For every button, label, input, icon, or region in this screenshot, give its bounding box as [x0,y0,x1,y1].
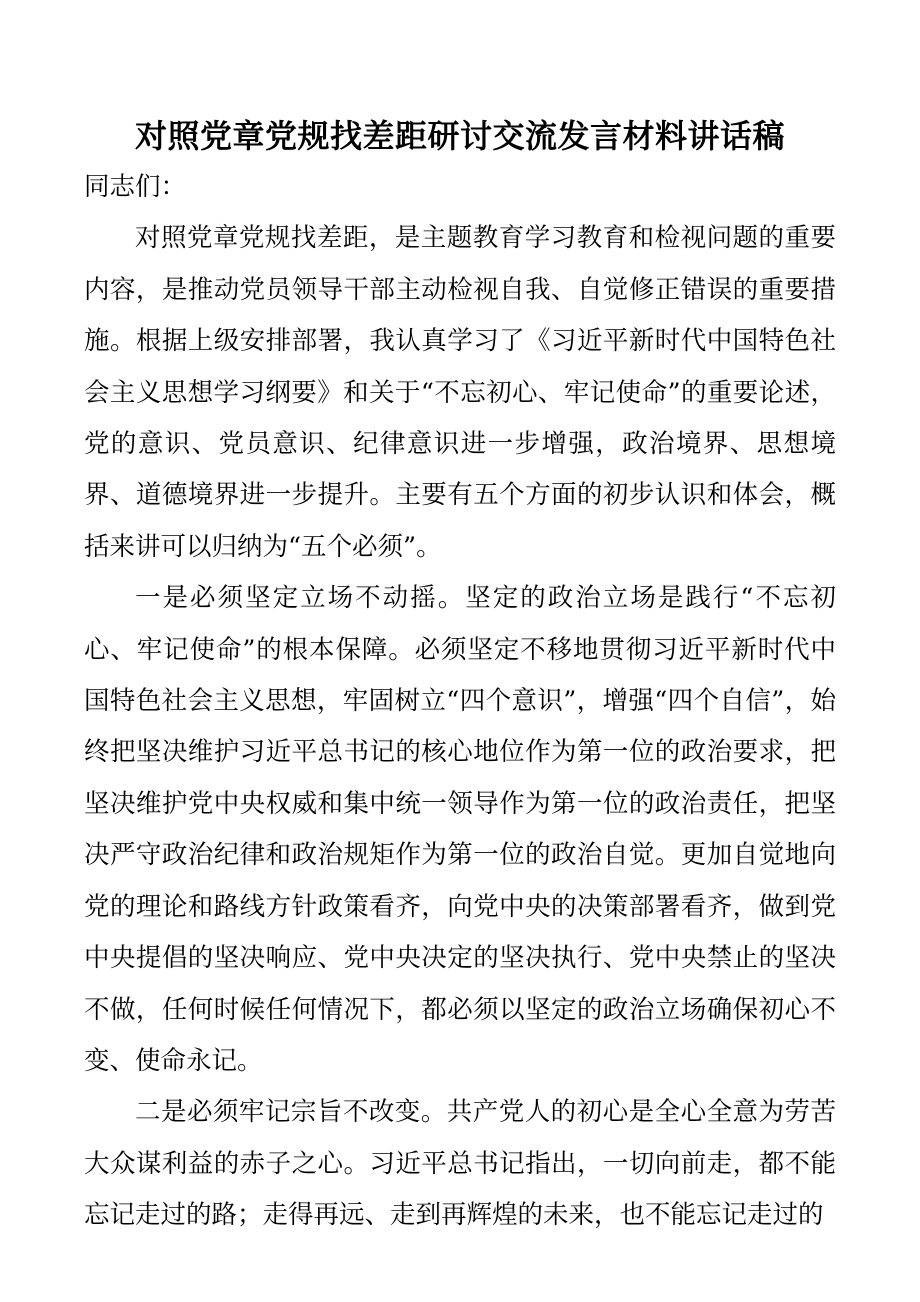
paragraph-point-one: 一是必须坚定立场不动摇。坚定的政治立场是践行“不忘初心、牢记使命”的根本保障。必须坚定不移地贯彻习近平新时代中国特色社会主义思想，牢固树立“四个意识”，增强“四个自信”，始终把坚决维护习近平总书记的核心地位作为第一位的政治要求，把坚决维护党中央权威和集中统一领导作为第一位的政治责任，把坚决严守政治纪律和政治规矩作为第一位的政治自觉。更加自觉地向党的理论和路线方针政策看齐，向党中央的决策部署看齐，做到党中央提倡的坚决响应、党中央决定的坚决执行、党中央禁止的坚决不做，任何时候任何情况下，都必须以坚定的政治立场确保初心不变、使命永记。 [84,583,836,1076]
salutation: 同志们： [84,172,187,202]
document-body [84,162,836,1242]
document-title: 对照党章党规找差距研讨交流发言材料讲话稿 [134,117,785,155]
paragraph-point-two: 二是必须牢记宗旨不改变。共产党人的初心是全心全意为劳苦大众谋利益的赤子之心。习近平总书记指出，一切向前走，都不能忘记走过的路；走得再远、走到再辉煌的未来，也不能忘记走过的 [84,1097,836,1231]
paragraph-intro: 对照党章党规找差距，是主题教育学习教育和检视问题的重要内容，是推动党员领导干部主动检视自我、自觉修正错误的重要措施。根据上级安排部署，我认真学习了《习近平新时代中国特色社会主义思想学习纲要》和关于“不忘初心、牢记使命”的重要论述，党的意识、党员意识、纪律意识进一步增强，政治境界、思想境界、道德境界进一步提升。主要有五个方面的初步认识和体会，概括来讲可以归纳为“五个必须”。 [84,223,836,562]
